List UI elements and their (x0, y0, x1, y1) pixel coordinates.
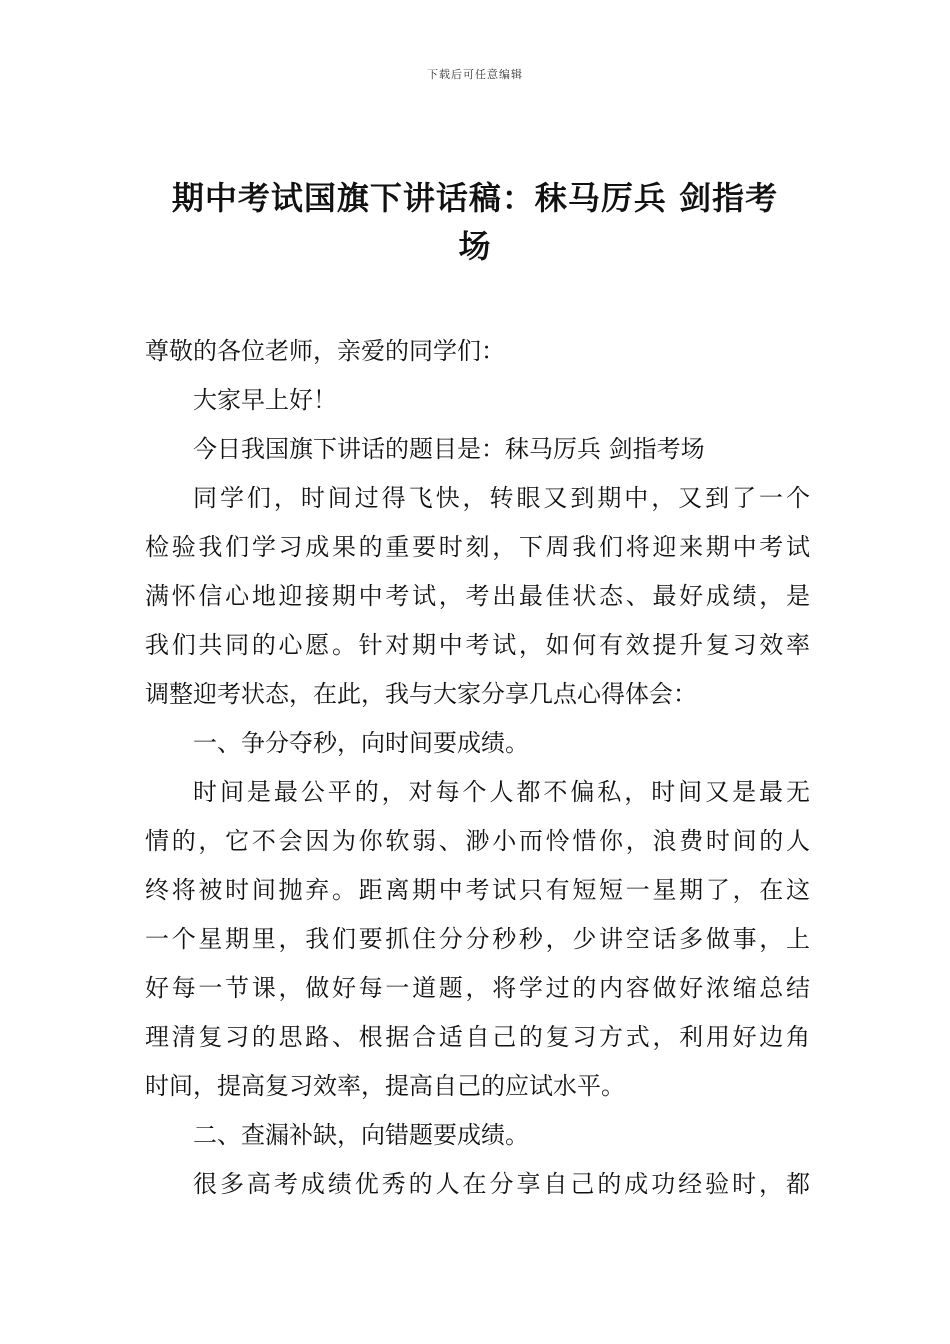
section-heading-2: 二、查漏补缺，向错题要成绩。 (193, 1121, 529, 1149)
paragraph-line: 理清复习的思路、根据合适自己的复习方式，利用好边角 (145, 1023, 810, 1051)
title-line-1: 期中考试国旗下讲话稿：秣马厉兵 剑指考 (171, 179, 779, 217)
paragraph-line: 情的，它不会因为你软弱、渺小而怜惜你，浪费时间的人 (145, 827, 810, 855)
paragraph-line: 我们共同的心愿。针对期中考试，如何有效提升复习效率 (145, 631, 810, 659)
paragraph-line: 好每一节课，做好每一道题，将学过的内容做好浓缩总结 (145, 974, 810, 1002)
paragraph-line: 一个星期里，我们要抓住分分秒秒，少讲空话多做事，上 (145, 925, 810, 953)
paragraph-line: 检验我们学习成果的重要时刻，下周我们将迎来期中考试 (145, 533, 810, 561)
paragraph-line: 终将被时间抛弃。距离期中考试只有短短一星期了，在这 (145, 876, 810, 904)
paragraph-line: 调整迎考状态，在此，我与大家分享几点心得体会： (145, 680, 697, 708)
paragraph-line: 时间是最公平的，对每个人都不偏私，时间又是最无 (193, 778, 810, 806)
header-note: 下载后可任意编辑 (427, 68, 523, 81)
greeting: 大家早上好！ (193, 386, 337, 414)
document-title (120, 174, 830, 270)
paragraph-line: 满怀信心地迎接期中考试，考出最佳状态、最好成绩，是 (145, 582, 810, 610)
salutation: 尊敬的各位老师，亲爱的同学们： (145, 337, 505, 365)
paragraph-line: 很多高考成绩优秀的人在分享自己的成功经验时，都 (193, 1170, 810, 1198)
topic-line: 今日我国旗下讲话的题目是：秣马厉兵 剑指考场 (193, 435, 705, 463)
document-body (145, 327, 810, 1209)
paragraph-line: 时间，提高复习效率，提高自己的应试水平。 (145, 1072, 625, 1100)
title-line-2: 场 (458, 227, 492, 265)
section-heading-1: 一、争分夺秒，向时间要成绩。 (193, 729, 529, 757)
paragraph-line: 同学们，时间过得飞快，转眼又到期中，又到了一个 (193, 484, 810, 512)
